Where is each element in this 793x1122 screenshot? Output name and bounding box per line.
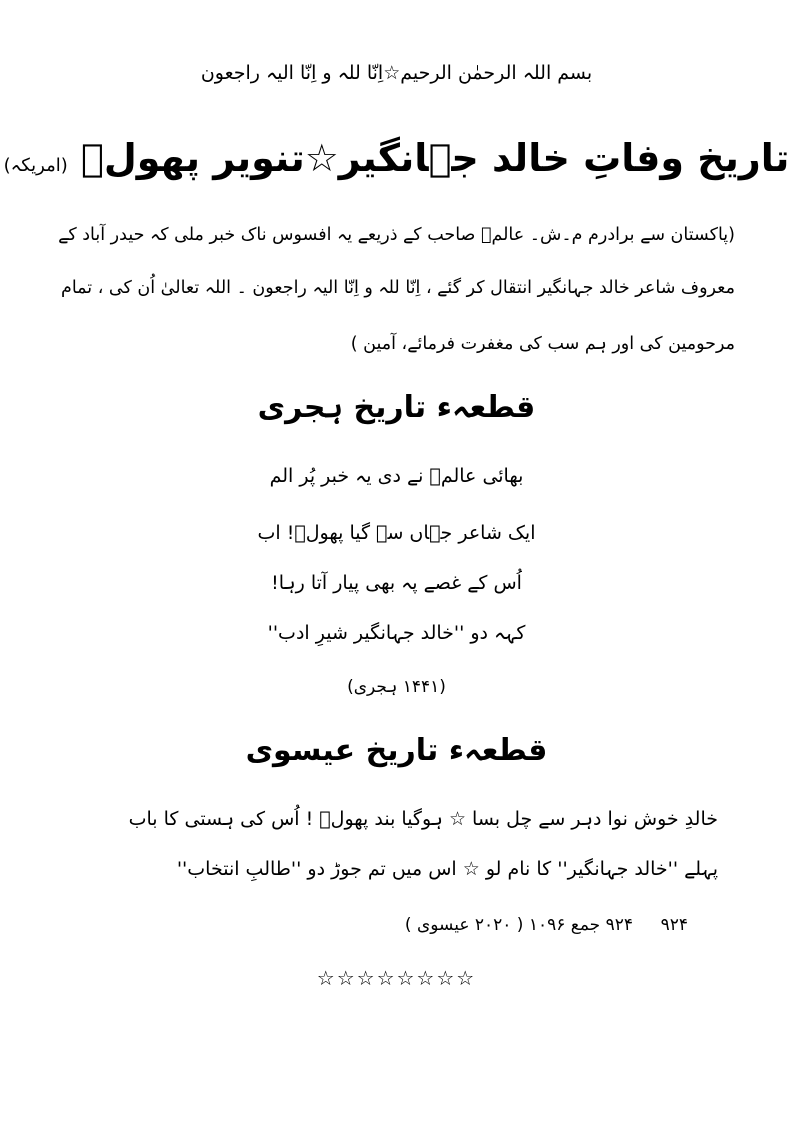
title-location: (امریکہ) xyxy=(3,155,68,176)
intro-line-3: مرحومین کی اور ہم سب کی مغفرت فرمائے، آمین ) xyxy=(350,334,735,354)
gregorian-heading: قطعہء تاریخ عیسوی xyxy=(245,733,548,768)
footer-stars: ☆☆☆☆☆☆☆☆ xyxy=(316,966,477,990)
intro-line-2: معروف شاعر خالد جہانگیر انتقال کر گئے ، اِنّا للہ و اِنّا الیہ راجعون ۔ اللہ تعالیٰ اُن کی ، تمام xyxy=(60,278,735,298)
hijri-verse-3: اُس کے غصے پہ بھی پیار آتا رہا! xyxy=(271,572,522,594)
gregorian-calc-right: ۹۲۴ xyxy=(660,915,688,935)
hijri-heading: قطعہء تاریخ ہجری xyxy=(257,390,536,425)
intro-line-1: (پاکستان سے برادرم م۔ش۔ عالمؔ صاحب کے ذریعے یہ افسوس ناک خبر ملی کہ حیدر آباد کے xyxy=(58,225,735,245)
gregorian-line-2: پہلے ''خالد جہانگیر'' کا نام لو ☆ اس میں تم جوڑ دو ''طالبِ انتخاب'' xyxy=(176,858,718,880)
hijri-verse-4: کہہ دو ''خالد جہانگیر شیرِ ادب'' xyxy=(267,622,526,644)
gregorian-calc-left: ۹۲۴ جمع ۱۰۹۶ ( ۲۰۲۰ عیسوی ) xyxy=(404,915,633,935)
page-title xyxy=(0,136,793,180)
hijri-verse-1: بھائی عالمؔ نے دی یہ خبر پُر الم xyxy=(269,465,524,487)
hijri-verse-2: ایک شاعر جہاں سے گیا پھولؔ! اب xyxy=(257,522,536,544)
title-main: تاریخ وفاتِ خالد جہانگیر☆تنویر پھولؔ xyxy=(81,136,790,180)
hijri-year: (۱۴۴۱ ہجری) xyxy=(347,677,446,697)
gregorian-line-1: خالدِ خوش نوا دہر سے چل بسا ☆ ہوگیا بند پھولؔ ! اُس کی ہستی کا باب xyxy=(128,808,718,830)
bismillah-line: بسم اللہ الرحمٰن الرحیم☆اِنّا للہ و اِنّا الیہ راجعون xyxy=(200,62,593,84)
